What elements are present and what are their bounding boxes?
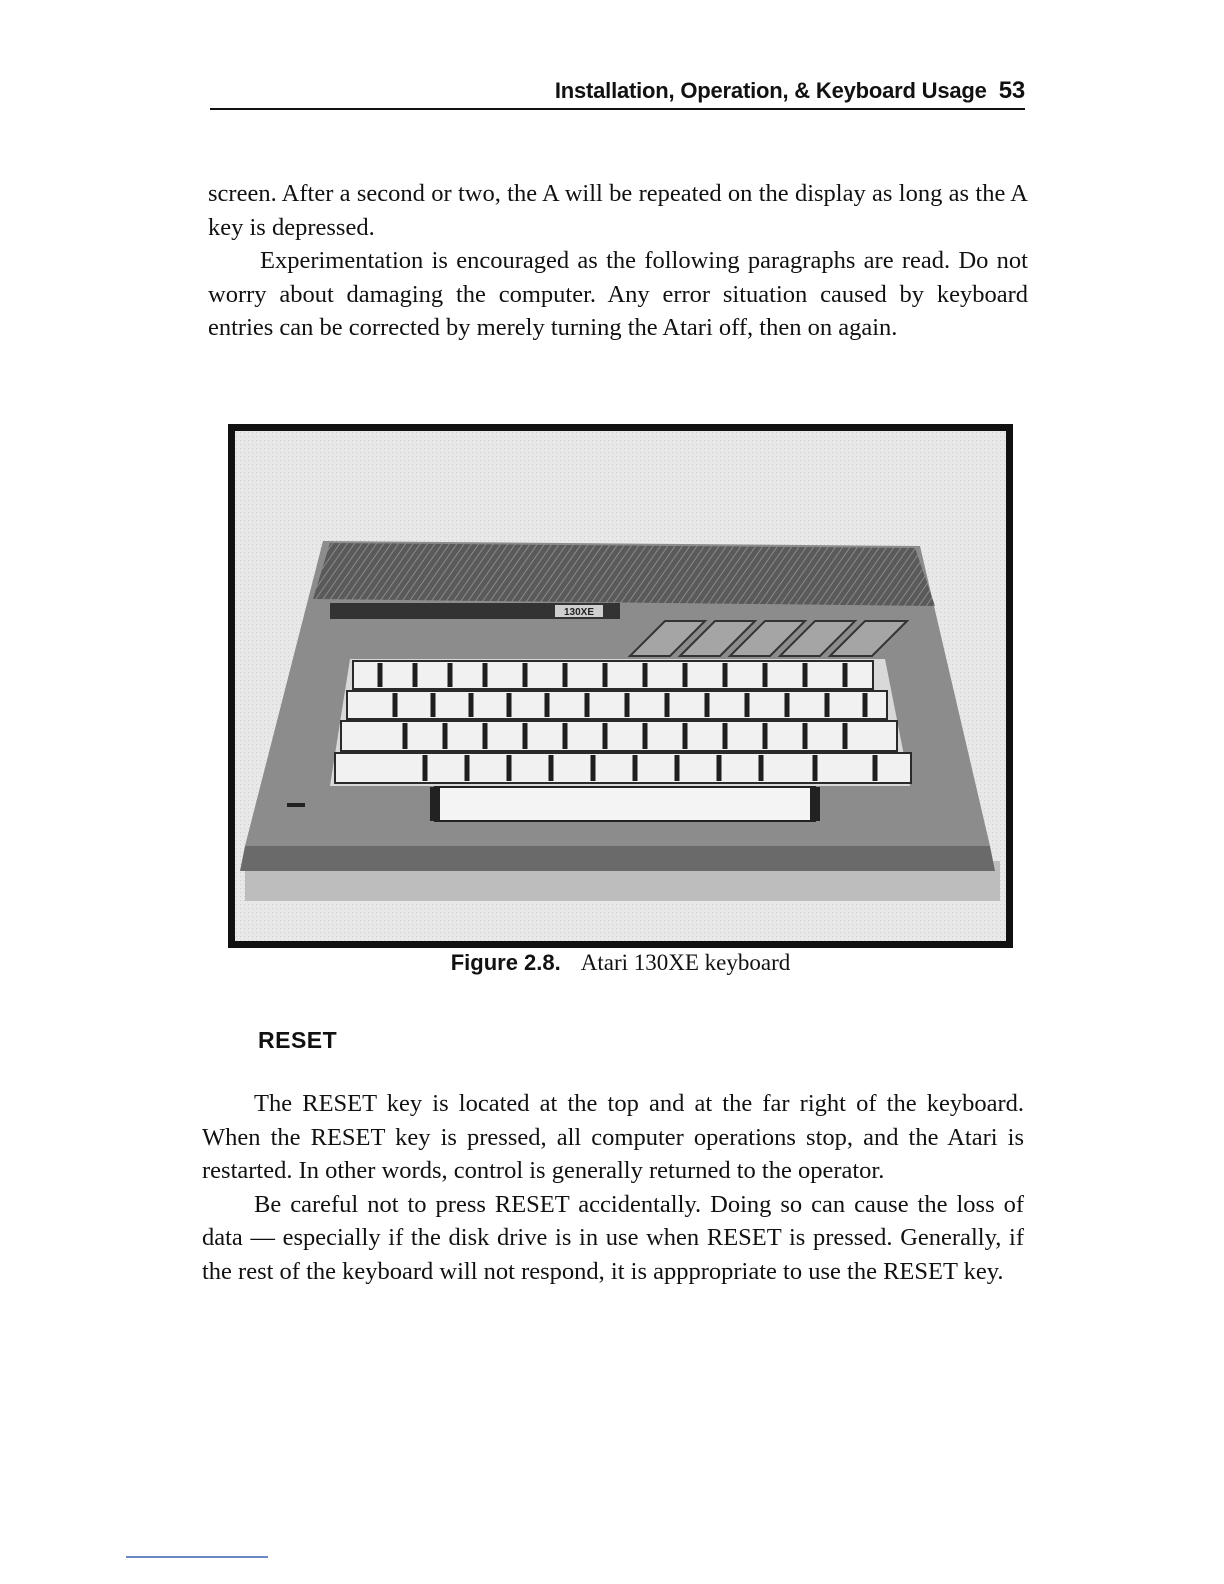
- space-bar-edge: [430, 787, 440, 821]
- section-heading: RESET: [258, 1027, 338, 1053]
- key-row: [347, 691, 887, 719]
- model-badge-text: 130XE: [563, 607, 595, 618]
- key-row: [341, 721, 897, 751]
- case-front-edge: [240, 846, 995, 871]
- key-row: [353, 661, 873, 689]
- running-title: Installation, Operation, & Keyboard Usage: [554, 78, 987, 103]
- paragraph: screen. After a second or two, the A will be repeated on the display as long as the A key is depressed.: [208, 180, 1028, 241]
- function-keys: [630, 621, 907, 656]
- running-head: [210, 78, 1025, 110]
- figure-caption-text: Atari 130XE keyboard: [580, 950, 791, 975]
- paragraph: The RESET key is located at the top and at the far right of the keyboard. When the RESET key is pressed, all computer operations stop, and the Atari is restarted. In other words, control is generally returned to the operator.: [202, 1090, 1024, 1184]
- figure-photo: [228, 424, 1013, 948]
- space-bar-edge: [810, 787, 820, 821]
- case-mark: [287, 803, 305, 807]
- figure-label: Figure 2.8.: [450, 950, 561, 975]
- page-number: 53: [998, 77, 1025, 104]
- paragraph: Be careful not to press RESET accidentally. Doing so can cause the loss of data — especially if the disk drive is in use when RESET is pressed. Generally, if the rest of the keyboard will not respond, it is apppropriate to use the RESET key.: [202, 1190, 1024, 1285]
- vent-grille: [313, 543, 935, 606]
- atari-keyboard-photo: [235, 431, 1006, 941]
- space-bar: [435, 787, 815, 821]
- key-row: [335, 753, 911, 783]
- figure-caption: [228, 950, 1013, 976]
- section-text-block: [202, 1087, 1024, 1288]
- top-text-block: [208, 177, 1028, 345]
- key-rows: [335, 661, 911, 783]
- paragraph: Experimentation is encouraged as the following paragraphs are read. Do not worry about damaging the computer. Any error situation caused by keyboard entries can be corrected by merely turning the Atari off, then on again.: [208, 247, 1028, 341]
- footer-rule: [126, 1556, 268, 1558]
